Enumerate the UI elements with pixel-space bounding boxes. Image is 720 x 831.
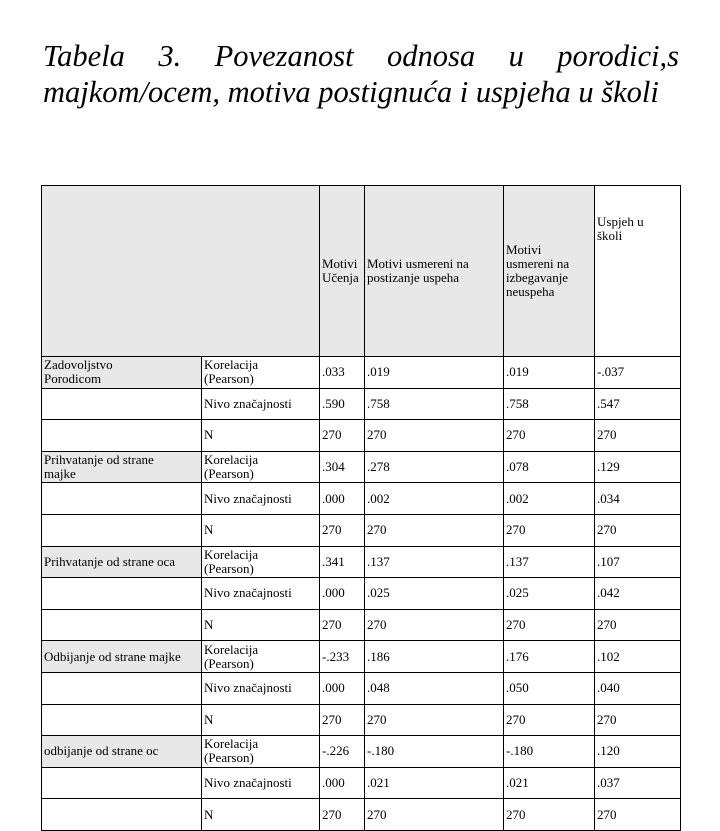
value-cell: 270: [365, 799, 504, 831]
value-cell: .758: [504, 388, 595, 420]
stat-label-n: N: [202, 514, 320, 546]
stat-label-n: N: [202, 420, 320, 452]
empty-cell: [42, 420, 202, 452]
group-label: Zadovoljstvo Porodicom: [42, 357, 202, 389]
value-cell: .021: [365, 767, 504, 799]
value-cell: .042: [595, 578, 681, 610]
value-cell: -.226: [320, 736, 365, 768]
empty-cell: [42, 704, 202, 736]
table-row: [42, 357, 681, 389]
value-cell: .137: [365, 546, 504, 578]
stat-label-n: N: [202, 799, 320, 831]
header-row: [42, 186, 681, 357]
stat-label-korelacija: Korelacija (Pearson): [202, 546, 320, 578]
group-label: odbijanje od strane oc: [42, 736, 202, 768]
value-cell: 270: [504, 514, 595, 546]
value-cell: 270: [595, 420, 681, 452]
value-cell: 270: [504, 704, 595, 736]
value-cell: .590: [320, 388, 365, 420]
value-cell: .050: [504, 672, 595, 704]
table-row: [42, 736, 681, 768]
value-cell: .034: [595, 483, 681, 515]
value-cell: 270: [504, 609, 595, 641]
table-row: [42, 767, 681, 799]
value-cell: .048: [365, 672, 504, 704]
empty-cell: [42, 388, 202, 420]
value-cell: .000: [320, 672, 365, 704]
value-cell: 270: [504, 420, 595, 452]
value-cell: .078: [504, 451, 595, 483]
table-title: Tabela 3. Povezanost odnosa u porodici,s majkom/ocem, motiva postignuća i uspjeha u školi: [43, 39, 679, 109]
value-cell: .021: [504, 767, 595, 799]
value-cell: 270: [595, 514, 681, 546]
empty-cell: [42, 767, 202, 799]
value-cell: .758: [365, 388, 504, 420]
stat-label-nivo: Nivo značajnosti: [202, 388, 320, 420]
value-cell: .019: [365, 357, 504, 389]
table-row: [42, 514, 681, 546]
value-cell: .000: [320, 483, 365, 515]
value-cell: .002: [504, 483, 595, 515]
value-cell: .176: [504, 641, 595, 673]
table-row: [42, 578, 681, 610]
stat-label-nivo: Nivo značajnosti: [202, 578, 320, 610]
value-cell: .002: [365, 483, 504, 515]
empty-cell: [42, 514, 202, 546]
value-cell: 270: [504, 799, 595, 831]
table-row: [42, 546, 681, 578]
value-cell: -.233: [320, 641, 365, 673]
value-cell: .033: [320, 357, 365, 389]
stat-label-nivo: Nivo značajnosti: [202, 483, 320, 515]
value-cell: .107: [595, 546, 681, 578]
value-cell: 270: [595, 799, 681, 831]
empty-cell: [42, 672, 202, 704]
value-cell: 270: [320, 704, 365, 736]
table-row: [42, 704, 681, 736]
value-cell: .186: [365, 641, 504, 673]
value-cell: -.037: [595, 357, 681, 389]
stat-label-korelacija: Korelacija (Pearson): [202, 736, 320, 768]
table-row: [42, 451, 681, 483]
value-cell: .019: [504, 357, 595, 389]
value-cell: .000: [320, 578, 365, 610]
value-cell: 270: [365, 420, 504, 452]
table-row: [42, 641, 681, 673]
table-row: [42, 609, 681, 641]
value-cell: .547: [595, 388, 681, 420]
value-cell: 270: [320, 609, 365, 641]
value-cell: .102: [595, 641, 681, 673]
table-row: [42, 483, 681, 515]
header-motivi-neuspeh: Motivi usmereni na izbegavanje neuspeha: [504, 186, 595, 357]
table-row: [42, 672, 681, 704]
table-row: [42, 388, 681, 420]
value-cell: .025: [504, 578, 595, 610]
header-uspjeh-skola: Uspjeh u školi: [595, 186, 681, 357]
table-row: [42, 799, 681, 831]
empty-cell: [42, 799, 202, 831]
value-cell: 270: [320, 799, 365, 831]
stat-label-nivo: Nivo značajnosti: [202, 767, 320, 799]
header-motivi-uspeh: Motivi usmereni na postizanje uspeha: [365, 186, 504, 357]
value-cell: .040: [595, 672, 681, 704]
empty-cell: [42, 578, 202, 610]
value-cell: 270: [595, 704, 681, 736]
group-label: Prihvatanje od strane majke: [42, 451, 202, 483]
value-cell: -.180: [365, 736, 504, 768]
value-cell: .129: [595, 451, 681, 483]
value-cell: 270: [365, 609, 504, 641]
value-cell: 270: [320, 420, 365, 452]
table-row: [42, 420, 681, 452]
stat-label-n: N: [202, 609, 320, 641]
value-cell: .000: [320, 767, 365, 799]
correlation-table: [41, 185, 681, 831]
value-cell: .037: [595, 767, 681, 799]
value-cell: 270: [365, 704, 504, 736]
value-cell: -.180: [504, 736, 595, 768]
group-label: Prihvatanje od strane oca: [42, 546, 202, 578]
stat-label-n: N: [202, 704, 320, 736]
value-cell: 270: [365, 514, 504, 546]
value-cell: .304: [320, 451, 365, 483]
header-corner: [42, 186, 320, 357]
empty-cell: [42, 609, 202, 641]
value-cell: .025: [365, 578, 504, 610]
value-cell: 270: [320, 514, 365, 546]
group-label: Odbijanje od strane majke: [42, 641, 202, 673]
empty-cell: [42, 483, 202, 515]
header-motivi-ucenja: Motivi Učenja: [320, 186, 365, 357]
stat-label-korelacija: Korelacija (Pearson): [202, 641, 320, 673]
value-cell: .278: [365, 451, 504, 483]
stat-label-korelacija: Korelacija (Pearson): [202, 451, 320, 483]
value-cell: .120: [595, 736, 681, 768]
value-cell: .341: [320, 546, 365, 578]
value-cell: 270: [595, 609, 681, 641]
stat-label-nivo: Nivo značajnosti: [202, 672, 320, 704]
stat-label-korelacija: Korelacija (Pearson): [202, 357, 320, 389]
value-cell: .137: [504, 546, 595, 578]
